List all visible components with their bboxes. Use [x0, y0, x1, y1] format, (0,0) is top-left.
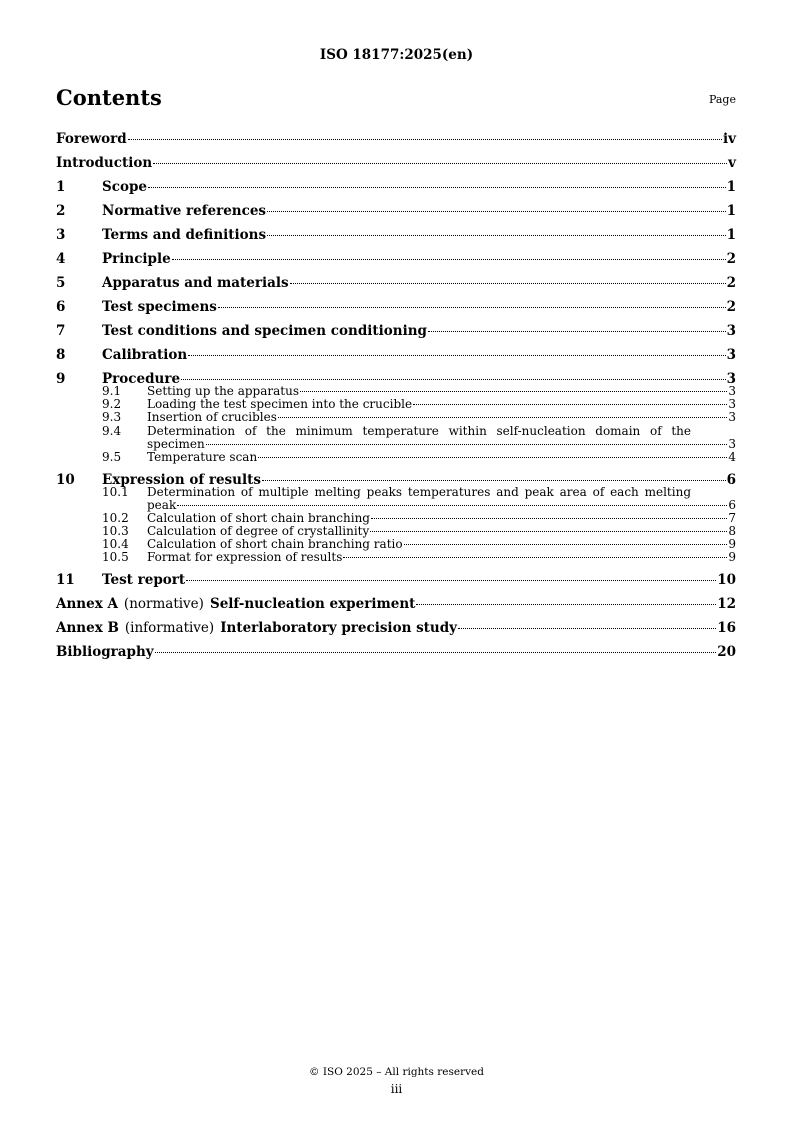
dot-leader [186, 580, 716, 581]
dot-leader [218, 307, 726, 308]
toc-entry-number: 7 [56, 323, 66, 339]
dot-leader [153, 163, 727, 164]
toc-entry-number: 5 [56, 275, 66, 291]
toc-entry-number: 9.4 [102, 424, 122, 438]
dot-leader [267, 235, 726, 236]
contents-heading: Contents [56, 85, 162, 110]
toc-entry-title: Test specimens [102, 299, 217, 315]
dot-leader [290, 283, 726, 284]
toc-entry-title: Bibliography [56, 644, 154, 660]
annex-kind: (normative) [123, 596, 204, 612]
dot-leader [206, 444, 728, 445]
toc-entry-page: 12 [717, 596, 736, 612]
toc-entry-page: 9 [728, 550, 736, 564]
toc-entry-title: Temperature scan [147, 450, 258, 464]
toc-entry-principle[interactable] [56, 247, 736, 271]
dot-leader [428, 331, 726, 332]
dot-leader [458, 628, 716, 629]
toc-entry-page: 10 [717, 572, 736, 588]
toc-entry-page: 2 [726, 299, 736, 315]
document-id-header: ISO 18177:2025(en) [319, 47, 474, 63]
toc-entry-annex-a[interactable] [56, 592, 736, 616]
annex-label: Annex B [56, 620, 119, 636]
toc-subentry-insertion-crucibles[interactable] [56, 411, 736, 424]
toc-entry-title: Calibration [102, 347, 188, 363]
toc-entry-number: 9.5 [102, 450, 122, 464]
toc-subentry-temperature-scan[interactable] [56, 451, 736, 464]
toc-entry-title: Scope [102, 179, 148, 195]
toc-entry-page: 3 [728, 437, 736, 451]
toc-entry-page: 1 [726, 203, 736, 219]
toc-entry-page: 3 [728, 397, 736, 411]
toc-entry-number: 8 [56, 347, 66, 363]
toc-entry-normative-references[interactable] [56, 199, 736, 223]
dot-leader [370, 531, 727, 532]
toc-entry-number: 6 [56, 299, 66, 315]
toc-entry-title: Test report [102, 572, 186, 588]
toc-entry-page: 3 [728, 384, 736, 398]
dot-leader [258, 457, 727, 458]
toc-entry-title: Apparatus and materials [102, 275, 289, 291]
toc-entry-number: 10.4 [102, 537, 129, 551]
toc-entry-title: Terms and definitions [102, 227, 267, 243]
toc-entry-page: v [728, 155, 736, 171]
dot-leader [177, 505, 727, 506]
toc-entry-title: Procedure [102, 371, 181, 387]
toc-entry-page: 2 [726, 251, 736, 267]
toc-subentry-melting-peaks[interactable] [56, 486, 736, 512]
toc-entry-number: 11 [56, 572, 75, 588]
dot-leader [172, 259, 726, 260]
toc-entry-page: 6 [726, 472, 736, 488]
toc-entry-title: Calculation of short chain branching ratio [147, 537, 403, 551]
toc-entry-apparatus[interactable] [56, 271, 736, 295]
toc-entry-page: 20 [717, 644, 736, 660]
toc-entry-number: 9.2 [102, 397, 122, 411]
toc-entry-title-line1: Determination of multiple melting peaks temperatures and peak area of each melting [147, 485, 691, 499]
toc-entry-number: 3 [56, 227, 66, 243]
toc-entry-scope[interactable] [56, 175, 736, 199]
toc-entry-title: Expression of results [102, 472, 261, 488]
toc-entry-bibliography[interactable] [56, 640, 736, 664]
toc-entry-test-specimens[interactable] [56, 295, 736, 319]
page-number: iii [390, 1082, 403, 1096]
toc-entry-title: Introduction [56, 155, 153, 171]
toc-entry-page: 6 [728, 498, 736, 512]
toc-entry-terms-and-definitions[interactable] [56, 223, 736, 247]
toc-entry-page: 3 [726, 323, 736, 339]
toc-subentry-format-of-results[interactable] [56, 551, 736, 564]
toc-entry-page: 2 [726, 275, 736, 291]
toc-entry-title: Format for expression of results [147, 550, 343, 564]
dot-leader [188, 355, 725, 356]
toc-entry-page: 1 [726, 179, 736, 195]
dot-leader [416, 604, 716, 605]
page-column-label: Page [708, 93, 736, 106]
dot-leader [148, 187, 726, 188]
toc-entry-title: Insertion of crucibles [147, 410, 277, 424]
toc-entry-page: 3 [726, 347, 736, 363]
toc-entry-page: 16 [717, 620, 736, 636]
toc-entry-test-conditions[interactable] [56, 319, 736, 343]
toc-entry-title-line1: Determination of the minimum temperature within self-nucleation domain of the [147, 424, 691, 438]
dot-leader [413, 404, 727, 405]
toc-entry-title-line2: peak [147, 498, 177, 512]
toc-entry-number: 9 [56, 371, 66, 387]
toc-entry-number: 2 [56, 203, 66, 219]
toc-entry-page: 9 [728, 537, 736, 551]
dot-leader [371, 518, 727, 519]
toc-entry-page: 1 [726, 227, 736, 243]
toc-entry-number: 10.1 [102, 485, 129, 499]
toc-entry-title: Self-nucleation experiment [209, 596, 416, 612]
annex-label: Annex A [56, 596, 118, 612]
dot-leader [343, 557, 727, 558]
toc-entry-test-report[interactable] [56, 568, 736, 592]
dot-leader [181, 379, 726, 380]
toc-entry-number: 10.3 [102, 524, 129, 538]
toc-entry-annex-b[interactable] [56, 616, 736, 640]
toc-entry-number: 9.1 [102, 384, 122, 398]
toc-entry-calibration[interactable] [56, 343, 736, 367]
toc-entry-title: Loading the test specimen into the crucible [147, 397, 413, 411]
dot-leader [128, 139, 722, 140]
toc-entry-number: 10.2 [102, 511, 129, 525]
table-of-contents [56, 127, 736, 664]
dot-leader [267, 211, 726, 212]
dot-leader [300, 391, 727, 392]
toc-entry-number: 9.3 [102, 410, 122, 424]
toc-entry-title: Calculation of degree of crystallinity [147, 524, 370, 538]
toc-subentry-minimum-temperature[interactable] [56, 425, 736, 451]
toc-entry-title: Foreword [56, 131, 127, 147]
toc-entry-page: 7 [728, 511, 736, 525]
toc-entry-title: Test conditions and specimen conditioning [102, 323, 427, 339]
toc-entry-page: 3 [726, 371, 736, 387]
toc-entry-page: 3 [728, 410, 736, 424]
toc-entry-page: iv [723, 131, 736, 147]
toc-entry-title: Principle [102, 251, 171, 267]
toc-entry-number: 4 [56, 251, 66, 267]
toc-entry-page: 8 [728, 524, 736, 538]
toc-entry-title: Setting up the apparatus [147, 384, 299, 398]
copyright-footer: © ISO 2025 – All rights reserved [309, 1066, 484, 1078]
toc-entry-title-line2: specimen [147, 437, 205, 451]
toc-entry-introduction[interactable] [56, 151, 736, 175]
toc-entry-number: 1 [56, 179, 66, 195]
dot-leader [404, 544, 728, 545]
dot-leader [155, 652, 717, 653]
toc-entry-title: Normative references [102, 203, 267, 219]
toc-entry-title: Calculation of short chain branching [147, 511, 370, 525]
toc-entry-number: 10.5 [102, 550, 129, 564]
toc-entry-foreword[interactable] [56, 127, 736, 151]
dot-leader [262, 480, 726, 481]
toc-entry-page: 4 [728, 450, 736, 464]
toc-entry-title: Interlaboratory precision study [220, 620, 458, 636]
annex-kind: (informative) [124, 620, 215, 636]
dot-leader [278, 417, 727, 418]
toc-entry-number: 10 [56, 472, 75, 488]
